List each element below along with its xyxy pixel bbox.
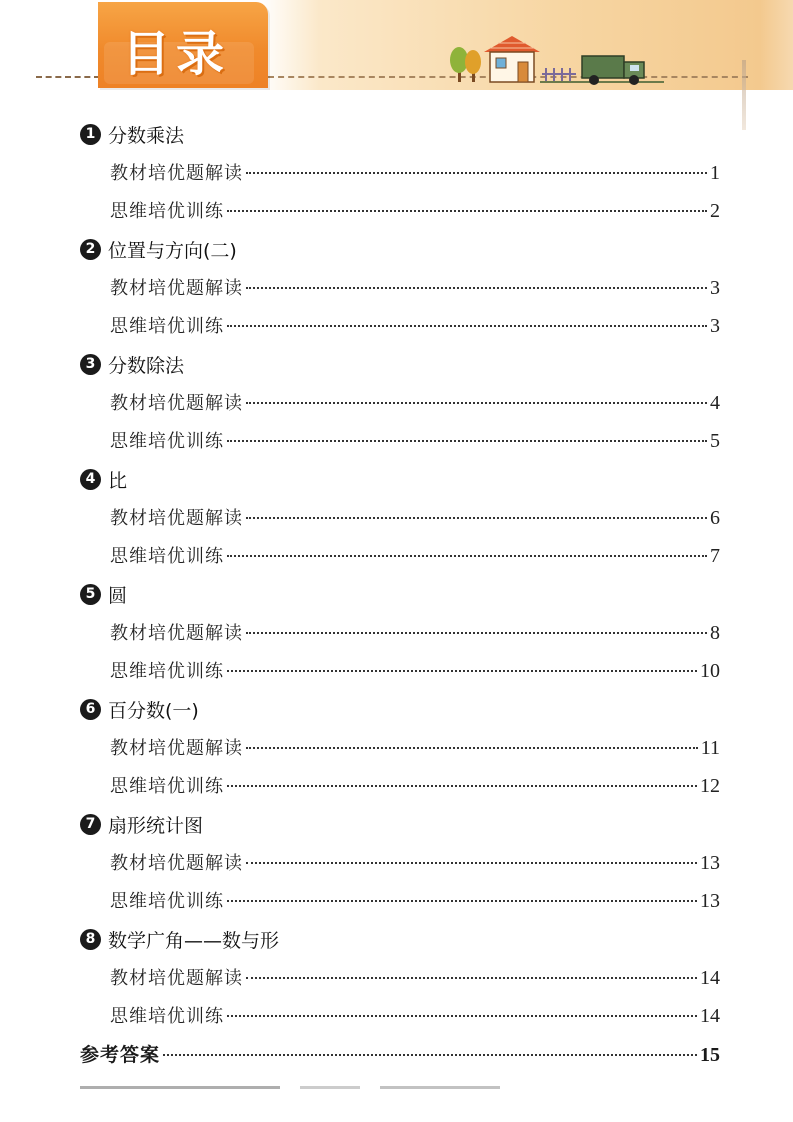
chapter-heading[interactable]: [80, 349, 184, 379]
entry-label: 思维培优训练: [110, 431, 224, 452]
toc-entry[interactable]: [110, 427, 720, 455]
chapter-heading[interactable]: [80, 464, 127, 494]
dot-leader: [227, 670, 697, 672]
entry-page-number: 8: [710, 622, 720, 644]
chapter-title: 扇形统计图: [108, 814, 204, 837]
entry-page-number: 2: [710, 200, 720, 222]
entry-page-number: 7: [710, 545, 720, 567]
chapter-number-badge: 5: [80, 584, 101, 605]
footer-rule: [80, 1086, 280, 1089]
entry-page-number: 13: [700, 852, 720, 874]
chapter-number-badge: 2: [80, 239, 101, 260]
chapter-heading[interactable]: [80, 694, 199, 724]
chapter-title: 位置与方向(二): [108, 239, 237, 262]
chapter-heading[interactable]: [80, 579, 127, 609]
entry-label: 思维培优训练: [110, 1006, 224, 1027]
toc-entry[interactable]: [110, 964, 720, 992]
dot-leader: [246, 402, 707, 404]
toc-entry[interactable]: [110, 197, 720, 225]
dot-leader: [246, 632, 707, 634]
entry-label: 思维培优训练: [110, 316, 224, 337]
entry-label: 教材培优题解读: [110, 163, 243, 184]
toc-entry[interactable]: [110, 657, 720, 685]
dot-leader: [163, 1054, 697, 1056]
entry-label: 教材培优题解读: [110, 278, 243, 299]
entry-page-number: 13: [700, 890, 720, 912]
entry-label: 教材培优题解读: [110, 508, 243, 529]
entry-label: 思维培优训练: [110, 891, 224, 912]
answers-entry[interactable]: [80, 1040, 720, 1070]
entry-page-number: 11: [700, 737, 720, 759]
footer-rule: [380, 1086, 500, 1089]
chapter-number-badge: 3: [80, 354, 101, 375]
dot-leader: [246, 287, 707, 289]
toc-entry[interactable]: [110, 159, 720, 187]
chapter-number-badge: 7: [80, 814, 101, 835]
entry-page-number: 6: [710, 507, 720, 529]
chapter-heading[interactable]: [80, 809, 203, 839]
page-title: 目录: [122, 26, 231, 82]
entry-label: 思维培优训练: [110, 661, 224, 682]
dot-leader: [227, 440, 707, 442]
chapter-heading[interactable]: [80, 924, 279, 954]
chapter-heading[interactable]: [80, 234, 237, 264]
chapter-number-badge: 8: [80, 929, 101, 950]
entry-label: 教材培优题解读: [110, 393, 243, 414]
entry-page-number: 5: [710, 430, 720, 452]
answers-page-number: 15: [700, 1044, 720, 1066]
toc-entry[interactable]: [110, 887, 720, 915]
entry-page-number: 14: [700, 967, 720, 989]
dot-leader: [246, 747, 698, 749]
dot-leader: [246, 172, 707, 174]
entry-page-number: 10: [700, 660, 720, 682]
chapter-number-badge: 6: [80, 699, 101, 720]
dot-leader: [227, 555, 707, 557]
entry-page-number: 12: [700, 775, 720, 797]
entry-label: 教材培优题解读: [110, 968, 243, 989]
dot-leader: [227, 325, 707, 327]
entry-page-number: 4: [710, 392, 720, 414]
chapter-title: 比: [108, 469, 128, 492]
footer-rule: [300, 1086, 360, 1089]
entry-label: 教材培优题解读: [110, 853, 243, 874]
chapter-title: 百分数(一): [108, 699, 199, 722]
toc-entry[interactable]: [110, 772, 720, 800]
chapter-title: 圆: [108, 584, 128, 607]
dot-leader: [246, 862, 697, 864]
answers-label: 参考答案: [80, 1044, 161, 1066]
entry-label: 教材培优题解读: [110, 623, 243, 644]
chapter-number-badge: 4: [80, 469, 101, 490]
toc-entry[interactable]: [110, 1002, 720, 1030]
dot-leader: [227, 785, 697, 787]
toc-entry[interactable]: [110, 389, 720, 417]
chapter-title: 分数除法: [108, 354, 185, 377]
chapter-heading[interactable]: [80, 119, 184, 149]
entry-label: 思维培优训练: [110, 776, 224, 797]
entry-label: 思维培优训练: [110, 201, 224, 222]
chapter-title: 分数乘法: [108, 124, 185, 147]
toc-entry[interactable]: [110, 734, 720, 762]
dot-leader: [227, 210, 707, 212]
entry-page-number: 3: [710, 277, 720, 299]
toc-entry[interactable]: [110, 312, 720, 340]
entry-page-number: 1: [710, 162, 720, 184]
entry-page-number: 14: [700, 1005, 720, 1027]
entry-label: 思维培优训练: [110, 546, 224, 567]
chapter-number-badge: 1: [80, 124, 101, 145]
dot-leader: [246, 977, 697, 979]
toc-entry[interactable]: [110, 619, 720, 647]
dot-leader: [227, 1015, 697, 1017]
entry-label: 教材培优题解读: [110, 738, 243, 759]
dot-leader: [227, 900, 697, 902]
toc-entry[interactable]: [110, 274, 720, 302]
toc-entry[interactable]: [110, 542, 720, 570]
dot-leader: [246, 517, 707, 519]
toc-entry[interactable]: [110, 849, 720, 877]
chapter-title: 数学广角——数与形: [108, 929, 280, 952]
toc-entry[interactable]: [110, 504, 720, 532]
entry-page-number: 3: [710, 315, 720, 337]
